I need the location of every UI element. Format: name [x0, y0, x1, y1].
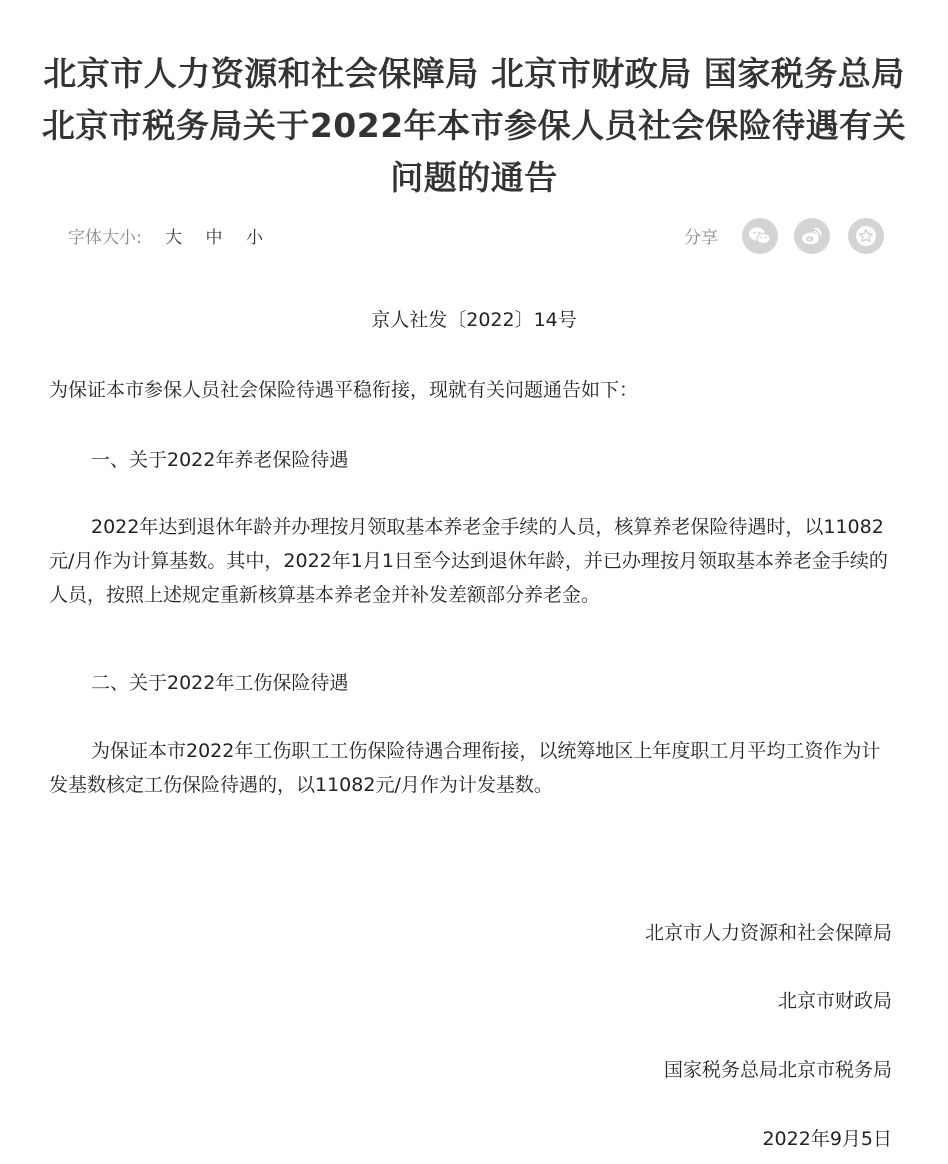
signature-tax-bureau: 国家税务总局北京市税务局 — [663, 1059, 892, 1081]
font-size-medium-button[interactable]: 中 — [205, 228, 223, 248]
injury-paragraph: 为保证本市2022年工伤职工工伤保险待遇合理衔接，以统筹地区上年度职工月平均工资作为计发基数核定工伤保险待遇的，以11082元/月作为计发基数。 — [49, 740, 881, 796]
share-favorite-button[interactable] — [848, 218, 884, 254]
font-size-small-button[interactable]: 小 — [245, 228, 263, 248]
share-label: 分享 — [684, 228, 718, 248]
signature-date: 2022年9月5日 — [762, 1128, 892, 1150]
article-title: 北京市人力资源和社会保障局 北京市财政局 国家税务总局北京市税务局关于2022年本市参保人员社会保险待遇有关问题的通告 — [41, 54, 907, 198]
share-weibo-button[interactable] — [794, 218, 830, 254]
signature-finance-bureau: 北京市财政局 — [777, 990, 892, 1012]
section-heading-injury: 二、关于2022年工伤保险待遇 — [91, 672, 349, 694]
font-size-label: 字体大小: — [68, 228, 142, 248]
font-size-control — [68, 226, 263, 250]
font-size-large-button[interactable]: 大 — [165, 228, 183, 248]
wechat-icon — [742, 218, 778, 254]
weibo-icon — [794, 218, 830, 254]
favorite-star-icon — [848, 218, 884, 254]
share-wechat-button[interactable] — [742, 218, 778, 254]
section-heading-pension: 一、关于2022年养老保险待遇 — [91, 449, 349, 471]
intro-paragraph: 为保证本市参保人员社会保险待遇平稳衔接，现就有关问题通告如下： — [49, 379, 639, 401]
document-number: 京人社发〔2022〕14号 — [371, 309, 577, 331]
signature-hrss-bureau: 北京市人力资源和社会保障局 — [644, 922, 892, 944]
article-toolbar — [68, 216, 884, 260]
pension-paragraph: 2022年达到退休年龄并办理按月领取基本养老金手续的人员，核算养老保险待遇时，以11082元/月作为计算基数。其中，2022年1月1日至今达到退休年龄，并已办理按月领取基本养老金手续的人员，按照上述规定重新核算基本养老金并补发差额部分养老金。 — [49, 516, 888, 606]
share-bar — [624, 216, 884, 256]
